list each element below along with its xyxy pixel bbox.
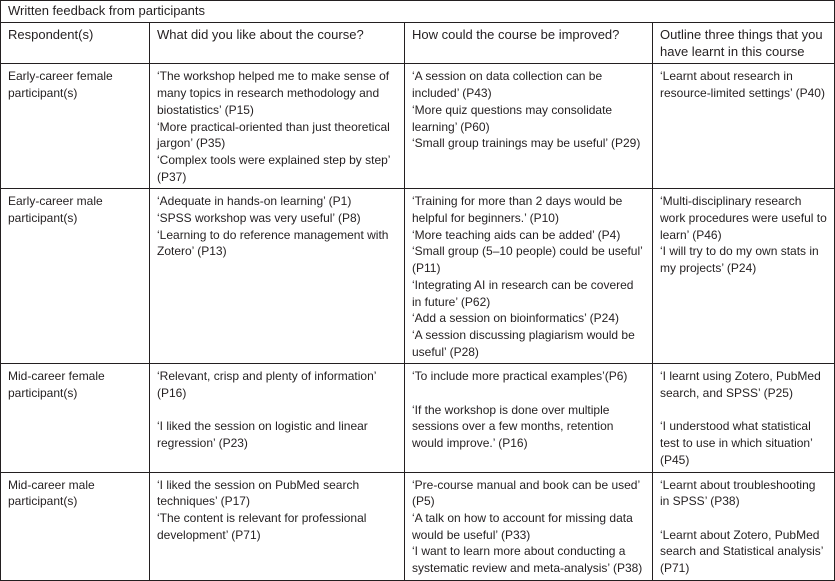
table-row xyxy=(1,364,835,472)
quote: ‘Adequate in hands-on learning’ (P1) xyxy=(157,194,352,209)
table-row xyxy=(1,64,835,189)
quote: ‘A session on data collection can be included’ (P43) xyxy=(412,69,603,101)
learnt-cell xyxy=(653,472,835,580)
quote: ‘I learnt using Zotero, PubMed search, and SPSS’ (P25) xyxy=(660,369,821,401)
improved-cell xyxy=(405,364,653,472)
quote: ‘SPSS workshop was very useful’ (P8) xyxy=(157,211,361,226)
quote: ‘If the workshop is done over multiple sessions over a few months, retention would improve.’ (P16) xyxy=(412,402,614,451)
header-improved: How could the course be improved? xyxy=(405,23,653,64)
quote: ‘More quiz questions may consolidate learning’ (P60) xyxy=(412,102,613,134)
quote: ‘Small group (5–10 people) could be useful’ (P11) xyxy=(412,244,643,276)
quote: ‘I want to learn more about conducting a systematic review and meta-analysis’ (P38) xyxy=(412,544,643,576)
quote: ‘The content is relevant for professional development’ (P71) xyxy=(157,510,367,542)
liked-cell xyxy=(150,189,405,364)
quote: ‘Integrating AI in research can be covered in future’ (P62) xyxy=(412,277,634,309)
quote: ‘I understood what statistical test to use in which situation’ (P45) xyxy=(660,419,813,467)
quote: ‘Learning to do reference management with Zotero’ (P13) xyxy=(157,227,389,259)
quote: ‘Learnt about troubleshooting in SPSS’ (P38) xyxy=(660,477,816,509)
header-learnt: Outline three things that you have learnt in this course xyxy=(653,23,835,64)
liked-cell xyxy=(150,472,405,580)
quote: ‘I liked the session on PubMed search techniques’ (P17) xyxy=(157,477,360,509)
quote: ‘Small group trainings may be useful’ (P29) xyxy=(412,136,641,151)
table-title: Written feedback from participants xyxy=(1,1,835,23)
quote: ‘Multi-disciplinary research work procedures were useful to learn’ (P46) xyxy=(660,194,827,242)
learnt-cell xyxy=(653,189,835,364)
quote: ‘Add a session on bioinformatics’ (P24) xyxy=(412,311,619,326)
quote: ‘To include more practical examples’(P6) xyxy=(412,369,628,384)
quote: ‘The workshop helped me to make sense of many topics in research methodology and biostatistics’ (P15) xyxy=(157,69,390,117)
quote: ‘More practical-oriented than just theoretical jargon’ (P35) xyxy=(157,119,390,151)
improved-cell xyxy=(405,189,653,364)
header-liked: What did you like about the course? xyxy=(150,23,405,64)
quote: ‘Learnt about Zotero, PubMed search and Statistical analysis’ (P71) xyxy=(660,527,823,576)
quote: ‘I will try to do my own stats in my projects’ (P24) xyxy=(660,244,819,276)
quote: ‘I liked the session on logistic and linear regression’ (P23) xyxy=(157,419,368,451)
quote: ‘A session discussing plagiarism would be useful’ (P28) xyxy=(412,327,635,359)
liked-cell xyxy=(150,64,405,189)
liked-cell xyxy=(150,364,405,472)
respondent-cell: Early-career female participant(s) xyxy=(1,64,150,189)
quote: ‘More teaching aids can be added’ (P4) xyxy=(412,227,621,242)
improved-cell xyxy=(405,64,653,189)
header-row xyxy=(1,23,835,64)
table-row xyxy=(1,189,835,364)
table-row xyxy=(1,472,835,580)
improved-cell xyxy=(405,472,653,580)
respondent-cell: Mid-career female participant(s) xyxy=(1,364,150,472)
quote: ‘Pre-course manual and book can be used’ (P5) xyxy=(412,477,640,509)
learnt-cell xyxy=(653,364,835,472)
quote: ‘Learnt about research in resource-limited settings’ (P40) xyxy=(660,69,825,101)
header-respondent: Respondent(s) xyxy=(1,23,150,64)
respondent-cell: Mid-career male participant(s) xyxy=(1,472,150,580)
quote: ‘Relevant, crisp and plenty of information’ (P16) xyxy=(157,369,376,401)
learnt-cell xyxy=(653,64,835,189)
respondent-cell: Early-career male participant(s) xyxy=(1,189,150,364)
quote: ‘Complex tools were explained step by step’ (P37) xyxy=(157,152,391,184)
quote: ‘A talk on how to account for missing data would be useful’ (P33) xyxy=(412,510,633,542)
quote: ‘Training for more than 2 days would be helpful for beginners.’ (P10) xyxy=(412,194,623,226)
